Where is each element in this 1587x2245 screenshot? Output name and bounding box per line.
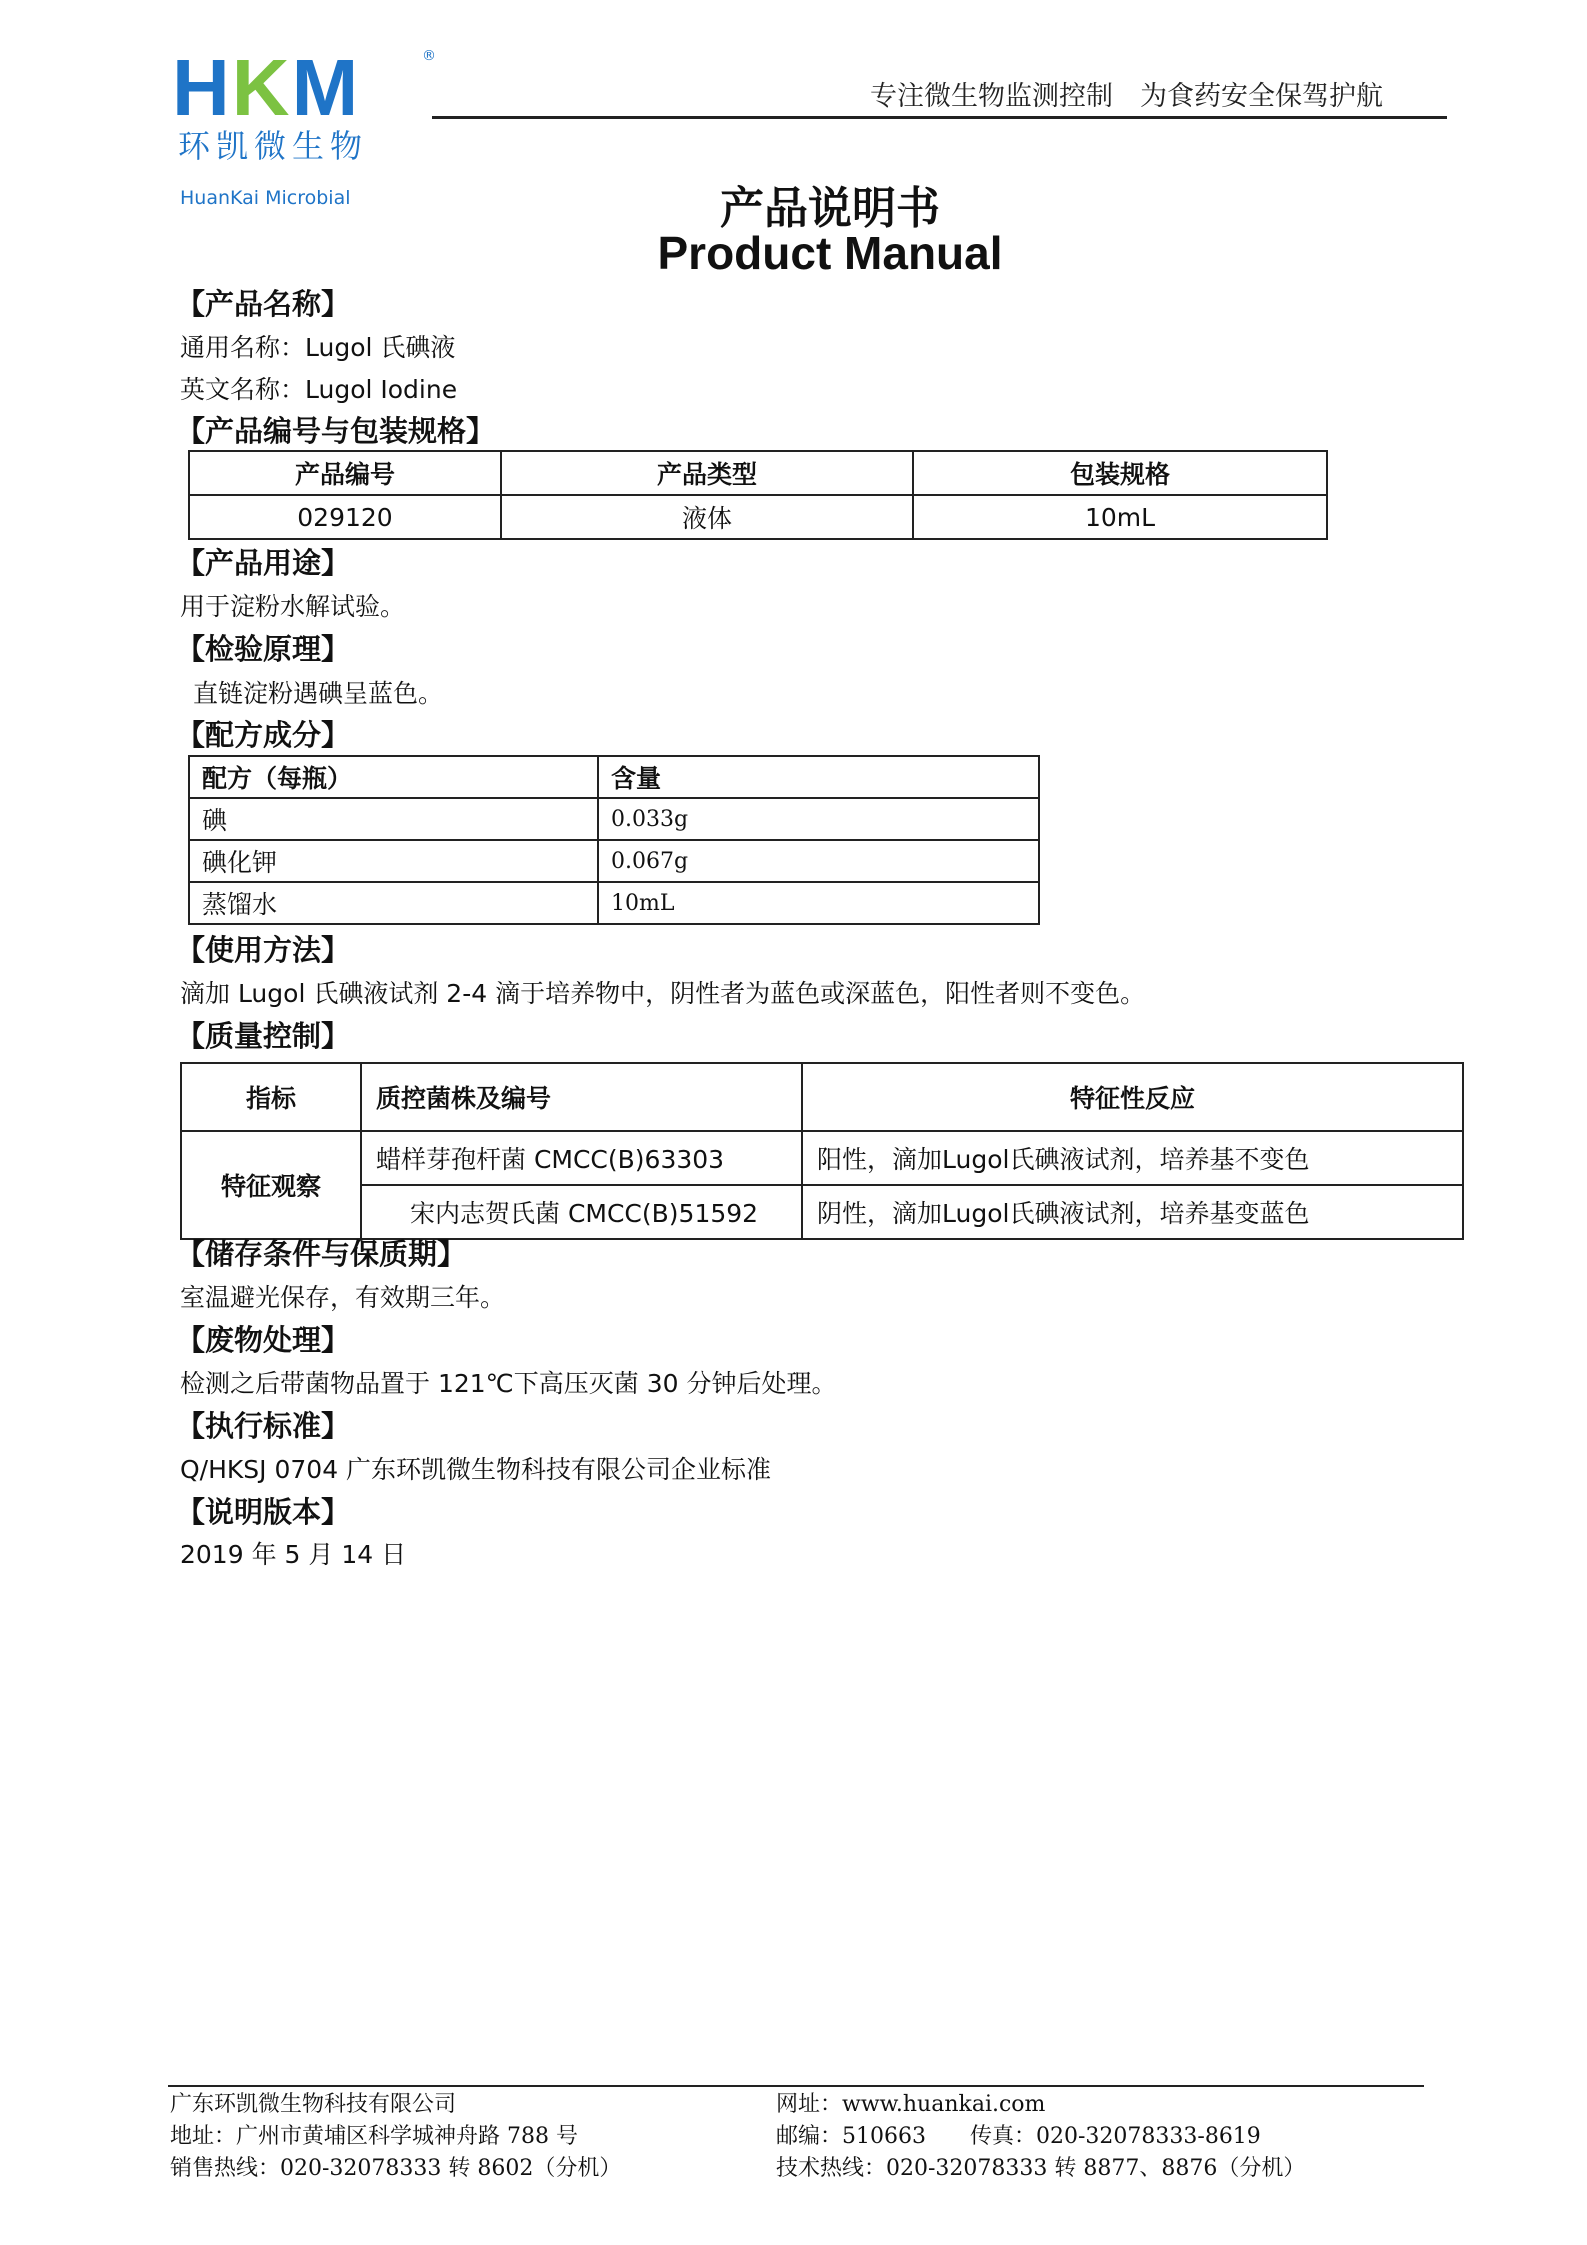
table-header-row — [189, 451, 1327, 495]
footer-divider — [168, 2085, 1424, 2087]
standard-text: Q/HKSJ 0704 广东环凯微生物科技有限公司企业标准 — [180, 1455, 772, 1484]
usage-text: 用于淀粉水解试验。 — [180, 592, 406, 621]
section-heading-method: 【使用方法】 — [176, 933, 351, 967]
reaction-cell: 阴性，滴加Lugol氏碘液试剂，培养基变蓝色 — [802, 1185, 1463, 1239]
header-cell: 产品类型 — [501, 451, 913, 495]
section-heading-storage: 【储存条件与保质期】 — [176, 1237, 467, 1271]
header-divider — [432, 116, 1447, 119]
common-name: 通用名称：Lugol 氏碘液 — [180, 333, 456, 362]
company-logo — [172, 43, 442, 209]
footer-sales-hotline: 销售热线：020-32078333 转 8602（分机） — [170, 2156, 622, 2181]
strain-cell: 蜡样芽孢杆菌 CMCC(B)63303 — [361, 1131, 802, 1185]
section-heading-waste: 【废物处理】 — [176, 1323, 351, 1357]
logo-chinese-name: 环凯微生物 — [178, 127, 369, 165]
logo-letters: HKM — [172, 43, 361, 132]
waste-text: 检测之后带菌物品置于 121℃下高压灭菌 30 分钟后处理。 — [180, 1369, 837, 1398]
ingredient-cell: 蒸馏水 — [189, 882, 598, 924]
storage-text: 室温避光保存，有效期三年。 — [180, 1283, 506, 1312]
formula-table — [188, 755, 1040, 925]
product-code-cell: 029120 — [189, 495, 501, 539]
table-row — [189, 798, 1039, 840]
title-english: Product Manual — [657, 227, 1003, 279]
header-cell: 特征性反应 — [802, 1063, 1463, 1131]
table-header-row — [181, 1063, 1463, 1131]
table-row — [181, 1131, 1463, 1185]
registered-mark: ® — [422, 48, 436, 64]
footer-tech-hotline: 技术热线：020-32078333 转 8877、8876（分机） — [776, 2156, 1306, 2181]
ingredient-cell: 碘 — [189, 798, 598, 840]
section-heading-formula: 【配方成分】 — [176, 718, 351, 752]
ingredient-cell: 碘化钾 — [189, 840, 598, 882]
header-cell: 配方（每瓶） — [189, 756, 598, 798]
title-chinese: 产品说明书 — [720, 183, 940, 234]
english-name: 英文名称：Lugol Iodine — [180, 375, 458, 404]
section-heading-version: 【说明版本】 — [176, 1495, 351, 1529]
table-row — [189, 882, 1039, 924]
strain-cell: 宋内志贺氏菌 CMCC(B)51592 — [361, 1185, 802, 1239]
logo-english-name: HuanKai Microbial — [180, 187, 351, 209]
header-cell: 包装规格 — [913, 451, 1327, 495]
footer-address: 地址：广州市黄埔区科学城神舟路 788 号 — [170, 2124, 578, 2149]
footer-website: 网址：www.huankai.com — [776, 2092, 1046, 2117]
reaction-cell: 阳性，滴加Lugol氏碘液试剂，培养基不变色 — [802, 1131, 1463, 1185]
method-text: 滴加 Lugol 氏碘液试剂 2-4 滴于培养物中，阴性者为蓝色或深蓝色，阳性者则不变色。 — [180, 979, 1146, 1008]
section-heading-product-name: 【产品名称】 — [176, 287, 351, 321]
product-type-cell: 液体 — [501, 495, 913, 539]
header-slogan: 专注微生物监测控制 为食药安全保驾护航 — [870, 81, 1383, 112]
footer-company: 广东环凯微生物科技有限公司 — [170, 2092, 457, 2117]
table-row — [189, 495, 1327, 539]
principle-text: 直链淀粉遇碘呈蓝色。 — [193, 679, 444, 708]
indicator-cell: 特征观察 — [181, 1131, 361, 1239]
amount-cell: 10mL — [598, 882, 1039, 924]
section-heading-standard: 【执行标准】 — [176, 1409, 351, 1443]
product-code-table — [188, 450, 1328, 540]
header-cell: 指标 — [181, 1063, 361, 1131]
amount-cell: 0.033g — [598, 798, 1039, 840]
quality-control-table — [180, 1062, 1464, 1240]
table-row — [181, 1185, 1463, 1239]
amount-cell: 0.067g — [598, 840, 1039, 882]
header-cell: 含量 — [598, 756, 1039, 798]
header-cell: 产品编号 — [189, 451, 501, 495]
table-row — [189, 840, 1039, 882]
version-text: 2019 年 5 月 14 日 — [180, 1540, 407, 1569]
package-spec-cell: 10mL — [913, 495, 1327, 539]
table-header-row — [189, 756, 1039, 798]
footer-postcode-fax: 邮编：510663 传真：020-32078333-8619 — [776, 2124, 1261, 2149]
section-heading-product-code: 【产品编号与包装规格】 — [176, 414, 496, 448]
header-cell: 质控菌株及编号 — [361, 1063, 802, 1131]
section-heading-principle: 【检验原理】 — [176, 632, 351, 666]
section-heading-usage: 【产品用途】 — [176, 546, 351, 580]
section-heading-quality-control: 【质量控制】 — [176, 1019, 351, 1053]
